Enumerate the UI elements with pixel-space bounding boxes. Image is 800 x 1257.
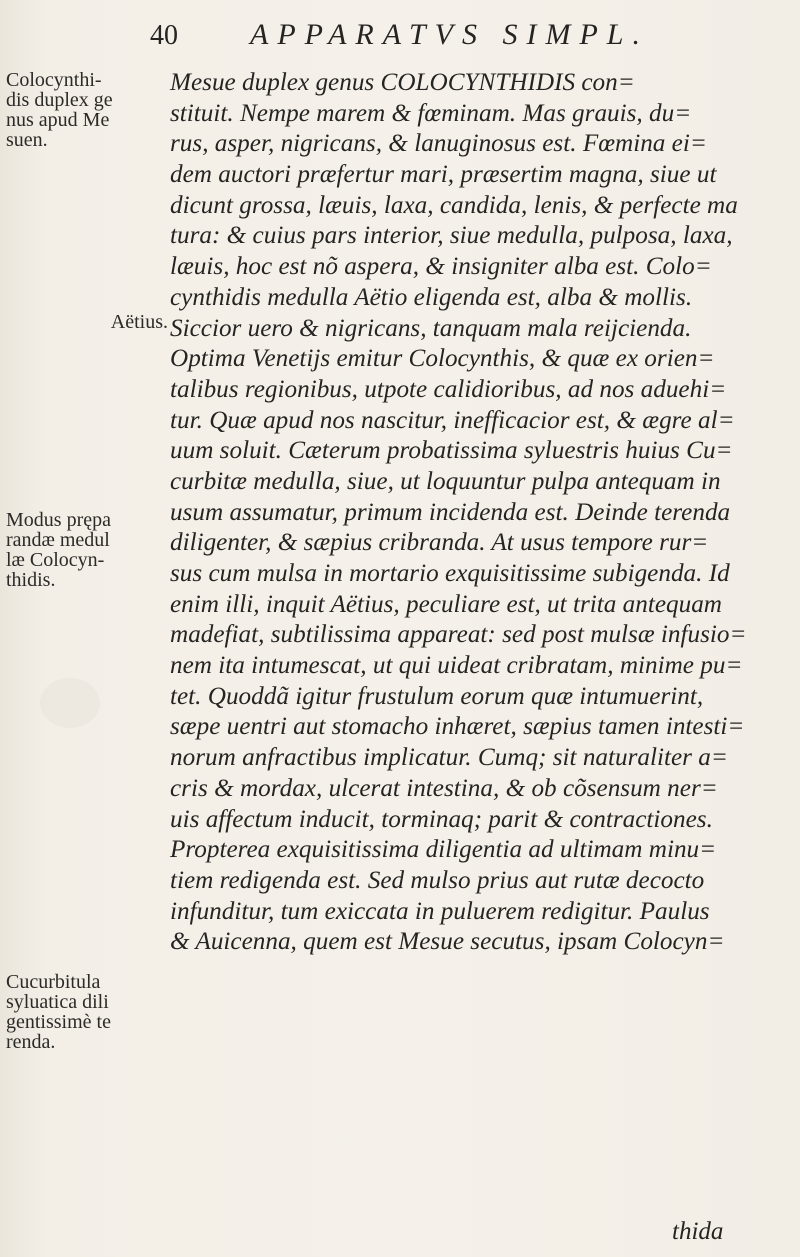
text-line: curbitæ medulla, siue, ut loquuntur pulpa antequam in	[170, 467, 721, 495]
text-line: Optima Venetijs emitur Colocynthis, & quæ ex orien=	[170, 345, 715, 373]
text-line: usum assumatur, primum incidenda est. Deinde terenda	[170, 498, 731, 526]
text-line: dem auctori præfertur mari, præsertim magna, siue ut	[170, 161, 717, 189]
text-line: sus cum mulsa in mortario exquisitissime subigenda. Id	[170, 560, 730, 587]
text-line: uum soluit. Cæterum probatissima syluestris huius Cu=	[170, 437, 733, 465]
text-line: Mesue duplex genus COLOCYNTHIDIS con=	[170, 69, 635, 96]
margin-note-line: syluatica dili	[6, 991, 109, 1013]
text-line: stituit. Nempe marem & fœminam. Mas grauis, du=	[170, 99, 692, 127]
paper-stain	[40, 678, 100, 728]
running-head: APPARATVS SIMPL.	[250, 18, 649, 51]
text-line: dicunt grossa, læuis, laxa, candida, lenis, & perfecte ma	[170, 191, 738, 219]
catchword: thida	[672, 1218, 724, 1245]
text-line: tet. Quoddã igitur frustulum eorum quæ intumuerint,	[170, 682, 704, 710]
margin-note-cucurbitula	[6, 972, 164, 1052]
margin-note-modus	[6, 510, 164, 590]
text-line: cris & mordax, ulcerat intestina, & ob cõsensum ner=	[170, 774, 718, 802]
text-line: sæpe uentri aut stomacho inhæret, sæpius tamen intesti=	[170, 713, 745, 741]
text-line: tura: & cuius pars interior, siue medulla, pulposa, laxa,	[170, 222, 733, 250]
margin-note-line: gentissimè te	[6, 1011, 111, 1033]
margin-note-line: randæ medul	[6, 529, 110, 551]
margin-note-line: Aëtius.	[110, 311, 168, 333]
margin-note-line: dis duplex ge	[6, 89, 113, 111]
text-line: rus, asper, nigricans, & lanuginosus est. Fœmina ei=	[170, 130, 707, 158]
text-line: talibus regionibus, utpote calidioribus, ad nos aduehi=	[170, 375, 727, 403]
text-line: cynthidis medulla Aëtio eligenda est, alba & mollis.	[170, 283, 693, 311]
text-line: & Auicenna, quem est Mesue secutus, ipsam Colocyn=	[170, 928, 725, 956]
page-number: 40	[150, 20, 178, 51]
margin-note-colocynthis-genus	[6, 70, 164, 150]
text-line: madefiat, subtilissima appareat: sed post mulsæ infusio=	[170, 621, 747, 649]
page-header	[150, 18, 790, 58]
margin-note-line: Cucurbitula	[6, 971, 101, 993]
margin-note-line: Colocynthi-	[6, 69, 102, 91]
margin-note-line: nus apud Me	[6, 109, 110, 131]
margin-note-line: suen.	[6, 129, 48, 151]
text-line: læuis, hoc est nõ aspera, & insigniter alba est. Colo=	[170, 253, 712, 281]
main-text-block	[170, 68, 765, 958]
text-line: Propterea exquisitissima diligentia ad ultimam minu=	[170, 836, 717, 864]
text-line: tiem redigenda est. Sed mulso prius aut rutæ decocto	[170, 866, 705, 894]
text-line: norum anfractibus implicatur. Cumq; sit naturaliter a=	[170, 744, 728, 772]
margin-note-line: Modus prępa	[6, 509, 111, 531]
margin-note-line: thidis.	[6, 569, 56, 591]
text-line: enim illi, inquit Aëtius, peculiare est, ut trita antequam	[170, 590, 722, 618]
margin-note-line: læ Colocyn-	[6, 549, 105, 571]
margin-note-aetius	[6, 312, 168, 332]
text-line: Siccior uero & nigricans, tanquam mala reijcienda.	[170, 314, 692, 342]
text-line: tur. Quæ apud nos nascitur, inefficacior est, & ægre al=	[170, 406, 735, 434]
margin-note-line: renda.	[6, 1031, 56, 1053]
text-line: nem ita intumescat, ut qui uideat cribratam, minime pu=	[170, 652, 743, 680]
text-line: uis affectum inducit, torminaq; parit & contractiones.	[170, 805, 713, 833]
text-line: infunditur, tum exiccata in puluerem redigitur. Paulus	[170, 897, 710, 925]
text-line: diligenter, & sæpius cribranda. At usus tempore rur=	[170, 529, 709, 557]
